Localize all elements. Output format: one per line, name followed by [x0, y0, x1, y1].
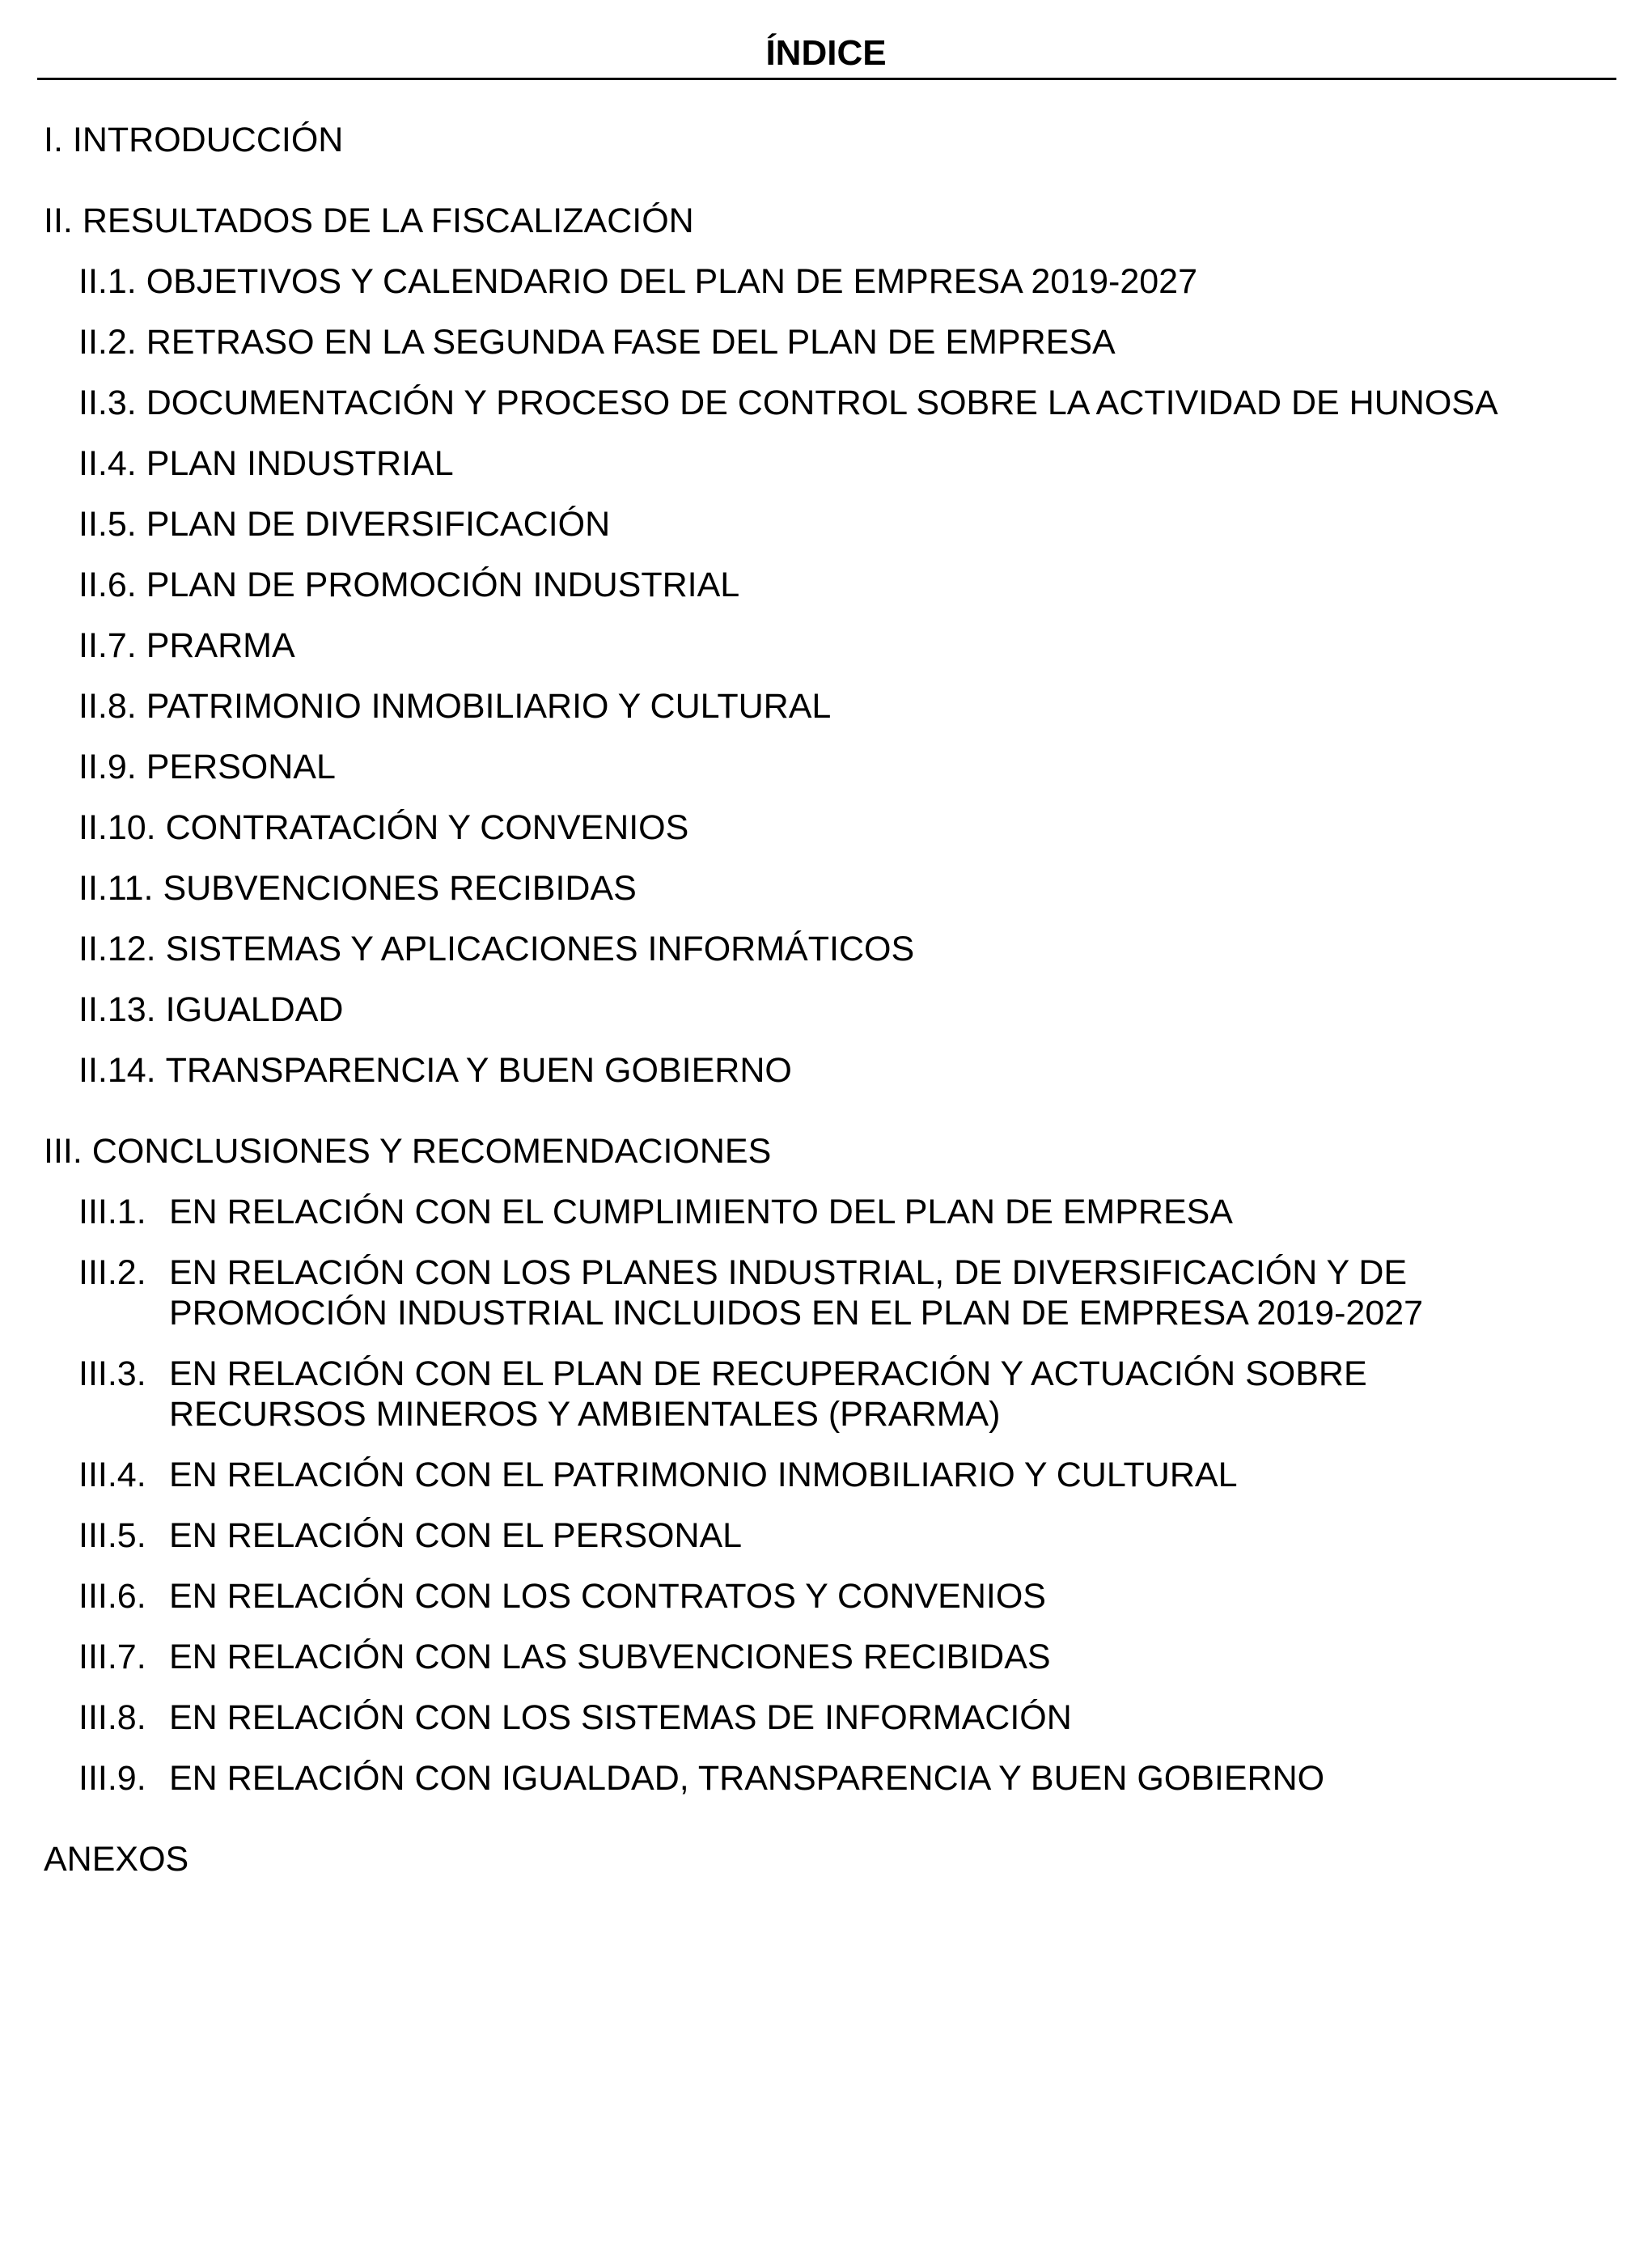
toc-item-title: CONTRATACIÓN Y CONVENIOS [165, 808, 689, 847]
toc-item-title-line1: EN RELACIÓN CON LOS PLANES INDUSTRIAL, DE DIVERSIFICACIÓN Y DE [169, 1253, 1408, 1292]
toc-item-number: II.5. [78, 505, 137, 544]
toc-item-2-3[interactable] [44, 383, 1621, 423]
toc-item-3-8[interactable] [44, 1697, 1621, 1738]
toc-section-annexes[interactable] [44, 1839, 1621, 1879]
toc-item-2-2[interactable] [44, 322, 1621, 362]
toc-section-2[interactable] [44, 201, 1621, 241]
toc-item-title: EN RELACIÓN CON LOS CONTRATOS Y CONVENIOS [169, 1577, 1046, 1616]
toc-item-title: OBJETIVOS Y CALENDARIO DEL PLAN DE EMPRESA 2019-2027 [146, 262, 1198, 301]
toc-item-title: PLAN DE DIVERSIFICACIÓN [146, 505, 611, 544]
toc-item-3-9[interactable] [44, 1758, 1621, 1799]
table-of-contents [44, 120, 1621, 1920]
toc-item-title: SISTEMAS Y APLICACIONES INFORMÁTICOS [165, 930, 915, 968]
title-divider [37, 78, 1616, 80]
toc-item-title: EN RELACIÓN CON IGUALDAD, TRANSPARENCIA Y BUEN GOBIERNO [169, 1759, 1325, 1798]
toc-item-2-1[interactable] [44, 261, 1621, 302]
toc-item-title: PATRIMONIO INMOBILIARIO Y CULTURAL [146, 687, 832, 726]
toc-section-number: II. [44, 201, 73, 240]
toc-item-2-11[interactable] [44, 868, 1621, 909]
toc-item-number: III.5. [78, 1516, 146, 1555]
toc-item-title: EN RELACIÓN CON EL PERSONAL [169, 1516, 743, 1555]
toc-section-3[interactable] [44, 1131, 1621, 1172]
toc-item-number: III.8. [78, 1698, 146, 1737]
toc-item-number: II.7. [78, 626, 137, 665]
toc-item-number: III.4. [78, 1456, 146, 1494]
toc-item-3-1[interactable] [44, 1192, 1621, 1232]
toc-item-2-13[interactable] [44, 990, 1621, 1030]
toc-item-3-3[interactable] [44, 1354, 1621, 1434]
toc-section-title: CONCLUSIONES Y RECOMENDACIONES [91, 1132, 772, 1171]
toc-item-title: PLAN INDUSTRIAL [146, 444, 454, 483]
toc-item-number: III.3. [78, 1354, 146, 1393]
page-title: ÍNDICE [765, 33, 887, 73]
toc-item-title [169, 1252, 1423, 1333]
toc-item-3-2[interactable] [44, 1252, 1621, 1333]
toc-item-title: TRANSPARENCIA Y BUEN GOBIERNO [165, 1051, 792, 1090]
toc-item-number: II.4. [78, 444, 137, 483]
toc-item-2-9[interactable] [44, 747, 1621, 787]
toc-item-title: IGUALDAD [165, 990, 344, 1029]
toc-item-3-4[interactable] [44, 1455, 1621, 1495]
toc-item-number: III.9. [78, 1759, 146, 1798]
toc-section-1[interactable] [44, 120, 1621, 160]
toc-item-number: II.6. [78, 566, 137, 604]
toc-item-number: II.12. [78, 930, 156, 968]
toc-section-number: III. [44, 1132, 83, 1171]
toc-item-title-line2: PROMOCIÓN INDUSTRIAL INCLUIDOS EN EL PLAN DE EMPRESA 2019-2027 [169, 1294, 1424, 1333]
toc-item-title-line2: RECURSOS MINEROS Y AMBIENTALES (PRARMA) [169, 1395, 1001, 1434]
toc-item-2-4[interactable] [44, 443, 1621, 484]
toc-item-number: II.3. [78, 384, 137, 422]
toc-item-title: PERSONAL [146, 748, 336, 786]
toc-item-2-14[interactable] [44, 1050, 1621, 1091]
toc-item-title: EN RELACIÓN CON LOS SISTEMAS DE INFORMACIÓN [169, 1698, 1072, 1737]
toc-item-3-7[interactable] [44, 1637, 1621, 1677]
toc-item-2-7[interactable] [44, 625, 1621, 666]
toc-section-title: ANEXOS [44, 1840, 189, 1879]
toc-item-number: II.11. [78, 869, 154, 908]
toc-item-number: II.14. [78, 1051, 156, 1090]
toc-item-title: EN RELACIÓN CON EL CUMPLIMIENTO DEL PLAN DE EMPRESA [169, 1193, 1233, 1231]
toc-item-2-8[interactable] [44, 686, 1621, 727]
toc-item-number: II.2. [78, 323, 137, 362]
toc-item-number: II.13. [78, 990, 156, 1029]
toc-item-2-6[interactable] [44, 565, 1621, 605]
toc-item-number: II.8. [78, 687, 137, 726]
toc-section-title: RESULTADOS DE LA FISCALIZACIÓN [82, 201, 694, 240]
toc-item-2-5[interactable] [44, 504, 1621, 545]
toc-section-number: I. [44, 121, 63, 159]
toc-item-number: III.7. [78, 1638, 146, 1676]
toc-item-3-5[interactable] [44, 1515, 1621, 1556]
toc-item-number: II.10. [78, 808, 156, 847]
toc-section-title: INTRODUCCIÓN [72, 121, 344, 159]
toc-item-number: II.1. [78, 262, 137, 301]
toc-item-title: DOCUMENTACIÓN Y PROCESO DE CONTROL SOBRE LA ACTIVIDAD DE HUNOSA [146, 384, 1498, 422]
toc-item-number: II.9. [78, 748, 137, 786]
toc-item-title [169, 1354, 1367, 1434]
toc-item-number: III.2. [78, 1253, 146, 1292]
toc-item-title: EN RELACIÓN CON EL PATRIMONIO INMOBILIARIO Y CULTURAL [169, 1456, 1238, 1494]
toc-item-3-6[interactable] [44, 1576, 1621, 1617]
toc-item-title: RETRASO EN LA SEGUNDA FASE DEL PLAN DE EMPRESA [146, 323, 1116, 362]
toc-item-title: PRARMA [146, 626, 295, 665]
toc-item-2-10[interactable] [44, 807, 1621, 848]
toc-item-number: III.1. [78, 1193, 146, 1231]
toc-item-title: SUBVENCIONES RECIBIDAS [163, 869, 637, 908]
toc-item-number: III.6. [78, 1577, 146, 1616]
toc-item-title: EN RELACIÓN CON LAS SUBVENCIONES RECIBIDAS [169, 1638, 1051, 1676]
toc-item-2-12[interactable] [44, 929, 1621, 969]
toc-item-title: PLAN DE PROMOCIÓN INDUSTRIAL [146, 566, 740, 604]
toc-item-title-line1: EN RELACIÓN CON EL PLAN DE RECUPERACIÓN Y ACTUACIÓN SOBRE [169, 1354, 1367, 1393]
